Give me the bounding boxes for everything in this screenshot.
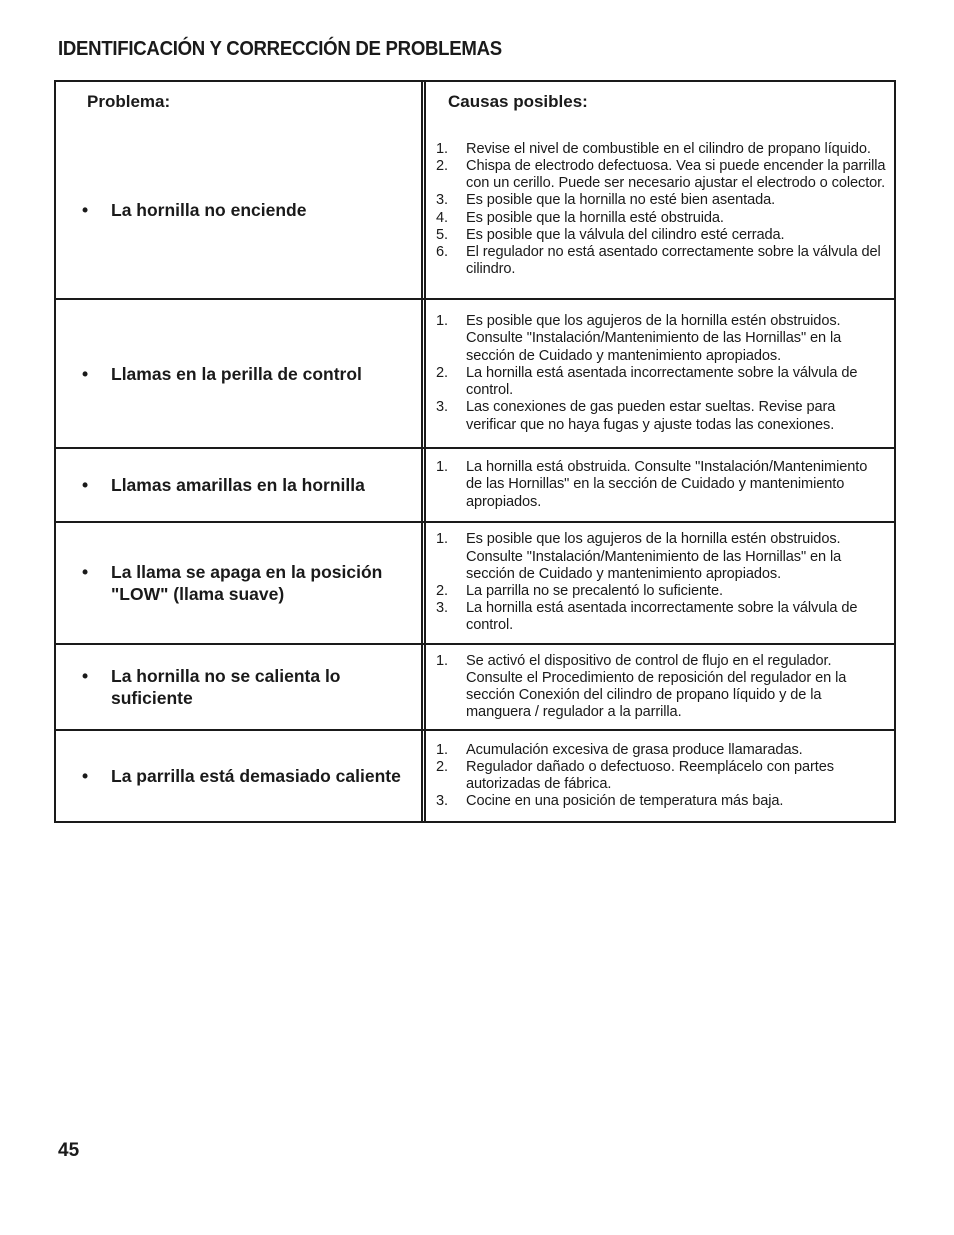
cause-item bbox=[436, 742, 886, 759]
causes-cell bbox=[426, 449, 894, 521]
cause-text: La hornilla está asentada incorrectamente sobre la válvula de control. bbox=[466, 600, 858, 634]
cause-text: Es posible que la hornilla no esté bien asentada. bbox=[466, 192, 776, 209]
cause-text: La parrilla no se precalentó lo suficiente. bbox=[466, 583, 723, 599]
header-causes-cell bbox=[426, 82, 894, 121]
table-row bbox=[56, 521, 894, 643]
header-problem-cell bbox=[56, 82, 426, 121]
problem-item bbox=[56, 765, 409, 787]
cause-text: Las conexiones de gas pueden estar sueltas. Revise para verificar que no haya fugas y ajuste todas las conexiones. bbox=[466, 399, 836, 433]
causes-list bbox=[426, 742, 894, 811]
cause-item bbox=[436, 365, 886, 399]
causes-cell bbox=[426, 645, 894, 729]
cause-number: 1. bbox=[436, 459, 448, 476]
causes-list bbox=[426, 653, 894, 722]
causes-list bbox=[426, 459, 894, 511]
bullet-icon: • bbox=[82, 199, 89, 220]
cause-number: 3. bbox=[436, 399, 448, 416]
cause-number: 2. bbox=[436, 157, 448, 174]
cause-number: 1. bbox=[436, 652, 448, 669]
causes-cell bbox=[426, 300, 894, 447]
bullet-icon: • bbox=[82, 666, 89, 686]
table-row bbox=[56, 121, 894, 298]
table-header-row bbox=[56, 82, 894, 121]
cause-text: La hornilla está asentada incorrectamente sobre la válvula de control. bbox=[466, 364, 858, 399]
cause-item bbox=[436, 141, 886, 158]
cause-item bbox=[436, 653, 886, 722]
table-row bbox=[56, 298, 894, 447]
causes-cell bbox=[426, 731, 894, 821]
cause-item bbox=[436, 313, 886, 365]
cause-number: 3. bbox=[436, 793, 448, 810]
cause-text: Es posible que los agujeros de la hornilla estén obstruidos. Consulte "Instalación/Mantenimiento de las Hornillas" en la sección de Cuidado y mantenimiento apropiados. bbox=[466, 313, 842, 364]
cause-number: 4. bbox=[436, 209, 448, 226]
cause-text: Chispa de electrodo defectuosa. Vea si puede encender la parrilla con un cerillo. Puede ser necesario ajustar el electrodo o colector. bbox=[466, 157, 886, 192]
cause-number: 2. bbox=[436, 364, 448, 381]
troubleshooting-table bbox=[54, 80, 896, 823]
cause-number: 3. bbox=[436, 600, 448, 617]
cause-text: Es posible que los agujeros de la hornilla estén obstruidos. Consulte "Instalación/Mantenimiento de las Hornillas" en la sección de Cuidado y mantenimiento apropiados. bbox=[466, 531, 842, 582]
cause-text: Regulador dañado o defectuoso. Reemplácelo con partes autorizadas de fábrica. bbox=[466, 758, 834, 792]
cause-item bbox=[436, 600, 886, 634]
cause-item bbox=[436, 459, 886, 511]
cause-item bbox=[436, 158, 886, 192]
problem-item bbox=[56, 561, 421, 605]
problem-cell bbox=[56, 449, 426, 521]
cause-text: El regulador no está asentado correctamente sobre la válvula del cilindro. bbox=[466, 243, 881, 278]
bullet-icon: • bbox=[82, 363, 89, 384]
problem-text: La llama se apaga en la posición "LOW" (llama suave) bbox=[111, 562, 383, 604]
cause-item bbox=[436, 244, 886, 278]
problem-cell bbox=[56, 300, 426, 447]
page-title: IDENTIFICACIÓN Y CORRECCIÓN DE PROBLEMAS bbox=[58, 38, 502, 60]
bullet-icon: • bbox=[82, 766, 89, 786]
cause-item bbox=[436, 531, 886, 583]
causes-list bbox=[426, 313, 894, 433]
cause-item bbox=[436, 227, 886, 244]
cause-text: Se activó el dispositivo de control de flujo en el regulador. Consulte el Procedimiento de reposición del regulador en la sección Conexión del cilindro de propano líquido y de la manguera / regulador a la parrilla. bbox=[466, 652, 847, 721]
problem-text: La parrilla está demasiado caliente bbox=[111, 766, 401, 786]
table-row bbox=[56, 729, 894, 821]
causes-list bbox=[426, 531, 894, 634]
bullet-icon: • bbox=[82, 562, 89, 582]
problem-cell bbox=[56, 645, 426, 729]
cause-text: Es posible que la válvula del cilindro esté cerrada. bbox=[466, 226, 785, 243]
cause-item bbox=[436, 399, 886, 433]
problem-cell bbox=[56, 731, 426, 821]
cause-text: Acumulación excesiva de grasa produce llamaradas. bbox=[466, 741, 803, 758]
cause-number: 1. bbox=[436, 313, 448, 330]
header-causes-label: Causas posibles: bbox=[448, 91, 588, 111]
problem-item bbox=[56, 474, 373, 496]
problem-item bbox=[56, 199, 314, 221]
problem-cell bbox=[56, 523, 426, 643]
cause-item bbox=[436, 192, 886, 209]
cause-number: 1. bbox=[436, 140, 448, 157]
causes-list bbox=[426, 141, 894, 279]
table-row bbox=[56, 447, 894, 521]
cause-number: 2. bbox=[436, 758, 448, 775]
problem-text: La hornilla no enciende bbox=[111, 199, 307, 220]
cause-number: 3. bbox=[436, 192, 448, 209]
page-number: 45 bbox=[58, 1140, 80, 1161]
cause-number: 1. bbox=[436, 741, 448, 758]
cause-item bbox=[436, 210, 886, 227]
cause-text: La hornilla está obstruida. Consulte "Instalación/Mantenimiento de las Hornillas" en la sección de Cuidado y mantenimiento apropiados. bbox=[466, 459, 868, 510]
cause-number: 5. bbox=[436, 226, 448, 243]
cause-number: 1. bbox=[436, 531, 448, 548]
problem-item bbox=[56, 665, 421, 709]
cause-text: Es posible que la hornilla esté obstruida. bbox=[466, 209, 724, 226]
problem-text: Llamas en la perilla de control bbox=[111, 363, 362, 384]
cause-item bbox=[436, 793, 886, 810]
bullet-icon: • bbox=[82, 475, 89, 495]
cause-number: 6. bbox=[436, 243, 448, 260]
problem-text: La hornilla no se calienta lo suficiente bbox=[111, 666, 341, 708]
problem-cell bbox=[56, 121, 426, 298]
problem-text: Llamas amarillas en la hornilla bbox=[111, 475, 365, 495]
cause-item bbox=[436, 759, 886, 793]
causes-cell bbox=[426, 523, 894, 643]
header-problem-label: Problema: bbox=[87, 91, 171, 111]
problem-item bbox=[56, 363, 370, 385]
cause-text: Cocine en una posición de temperatura más baja. bbox=[466, 793, 784, 810]
cause-item bbox=[436, 583, 886, 600]
cause-number: 2. bbox=[436, 583, 448, 599]
cause-text: Revise el nivel de combustible en el cilindro de propano líquido. bbox=[466, 140, 871, 157]
causes-cell bbox=[426, 121, 894, 298]
table-row bbox=[56, 643, 894, 729]
